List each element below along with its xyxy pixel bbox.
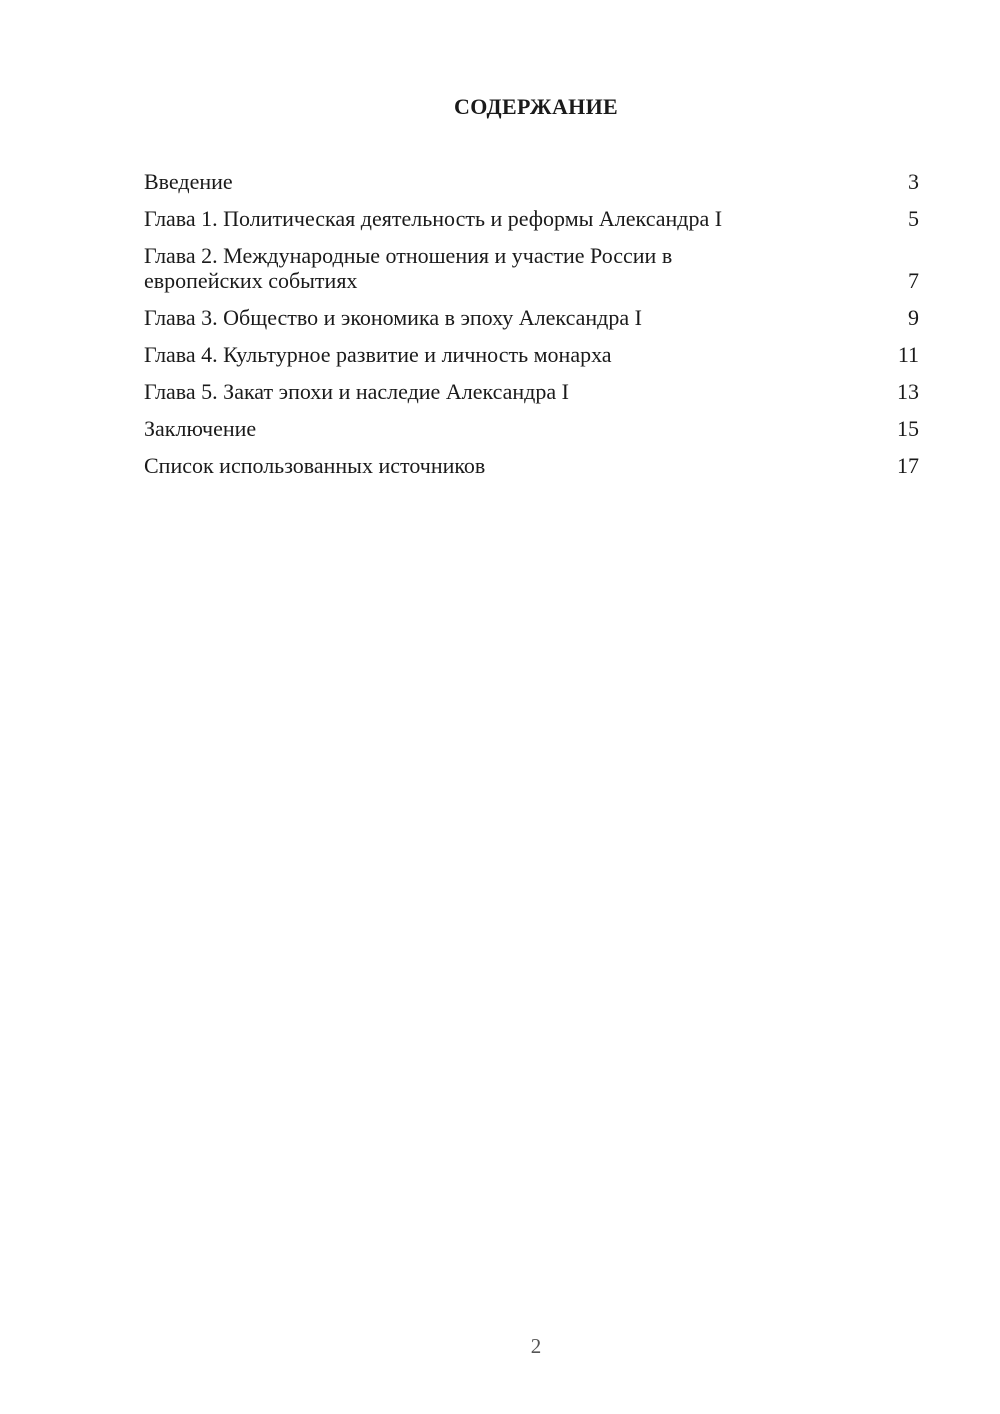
toc-item-chapter-4	[144, 342, 919, 367]
toc-item-label: Введение	[144, 169, 233, 194]
table-of-contents	[144, 169, 919, 490]
toc-item-label: Глава 3. Общество и экономика в эпоху Александра I	[144, 305, 642, 330]
toc-item-page: 11	[897, 342, 919, 367]
toc-item-chapter-5	[144, 379, 919, 404]
toc-item-label: Глава 1. Политическая деятельность и реформы Александра I	[144, 206, 723, 231]
toc-item-page: 9	[908, 305, 919, 330]
toc-item-label: Глава 5. Закат эпохи и наследие Александра I	[144, 379, 569, 404]
toc-item-page: 17	[897, 453, 919, 478]
toc-item-page: 5	[908, 206, 919, 231]
toc-item-page: 15	[897, 416, 919, 441]
toc-item-label: Глава 4. Культурное развитие и личность монарха	[144, 342, 612, 367]
toc-item-page: 7	[908, 268, 919, 293]
toc-item-chapter-3	[144, 305, 919, 330]
page-number: 2	[530, 1334, 542, 1358]
toc-item-label: Список использованных источников	[144, 453, 486, 478]
toc-item-introduction	[144, 169, 919, 194]
toc-item-chapter-2	[144, 243, 919, 293]
toc-item-page: 13	[897, 379, 919, 404]
toc-item-conclusion	[144, 416, 919, 441]
toc-item-chapter-1	[144, 206, 919, 231]
toc-item-sources	[144, 453, 919, 478]
toc-item-label: Заключение	[144, 416, 257, 441]
toc-item-label: Глава 2. Международные отношения и участие России в европейских событиях	[144, 243, 673, 293]
page-title: СОДЕРЖАНИЕ	[454, 94, 618, 119]
toc-item-page: 3	[908, 169, 919, 194]
